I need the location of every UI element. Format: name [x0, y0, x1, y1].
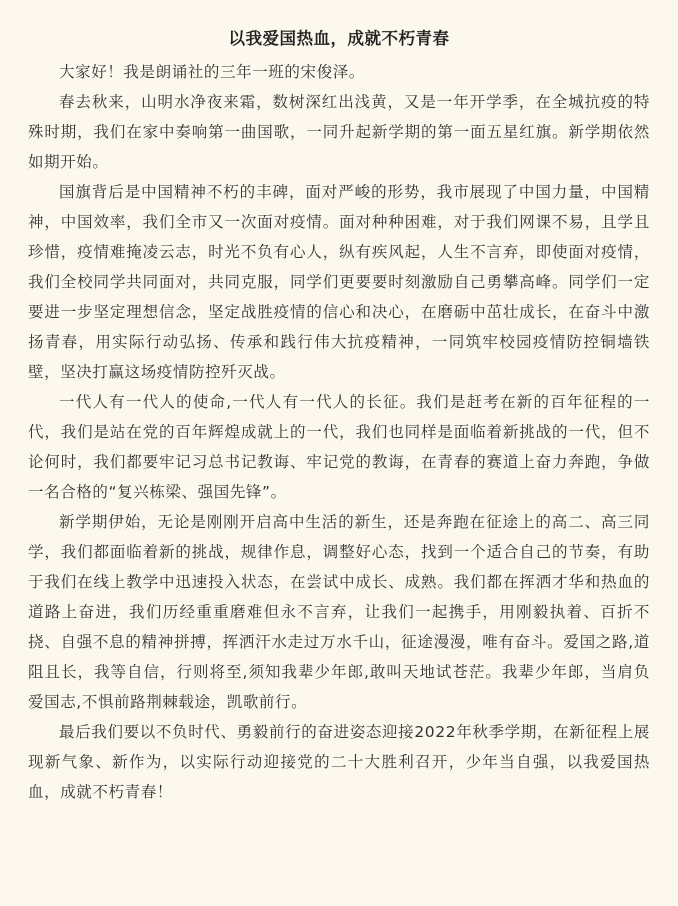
paragraph-new-semester: 春去秋来，山明水净夜来霜，数树深红出浅黄，又是一年开学季，在全城抗疫的特殊时期，我们在家中奏响第一曲国歌，一同升起新学期的第一面五星红旗。新学期依然如期开始。 [28, 93, 650, 171]
paragraph-greeting: 大家好！我是朗诵社的三年一班的宋俊泽。 [59, 63, 365, 81]
paragraph-closing: 最后我们要以不负时代、勇毅前行的奋进姿态迎接2022年秋季学期，在新征程上展现新气象、新作为，以实际行动迎接党的二十大胜利召开，少年当自强，以我爱国热血，成就不朽青春！ [28, 723, 650, 801]
article-title: 以我爱国热血，成就不朽青春 [228, 29, 450, 48]
paragraph-new-challenges: 新学期伊始，无论是刚刚开启高中生活的新生，还是奔跑在征途上的高二、高三同学，我们都面临着新的挑战，规律作息，调整好心态，找到一个适合自己的节奏，有助于我们在线上教学中迅速投入状态，在尝试中成长、成熟。我们都在挥洒才华和热血的道路上奋进，我们历经重重磨难但永不言弃，让我们一起携手，用刚毅执着、百折不挠、自强不息的精神拼搏，挥洒汗水走过万水千山，征途漫漫，唯有奋斗。爱国之路,道阻且长，我等自信，行则将至,须知我辈少年郎,敢叫天地试苍茫。我辈少年郎，当肩负爱国志,不惧前路荆棘载途，凯歌前行。 [28, 513, 650, 711]
paragraph-generation-mission: 一代人有一代人的使命,一代人有一代人的长征。我们是赶考在新的百年征程的一代，我们是站在党的百年辉煌成就上的一代，我们也同样是面临着新挑战的一代，但不论何时，我们都要牢记习总书记教诲、牢记党的教诲，在青春的赛道上奋力奔跑，争做一名合格的“复兴栋梁、强国先锋”。 [28, 393, 650, 501]
paragraph-national-flag: 国旗背后是中国精神不朽的丰碑，面对严峻的形势，我市展现了中国力量，中国精神，中国效率，我们全市又一次面对疫情。面对种种困难，对于我们网课不易，且学且珍惜，疫情难掩凌云志，时光不负有心人，纵有疾风起，人生不言弃，即使面对疫情，我们全校同学共同面对，共同克服，同学们更要要时刻激励自己勇攀高峰。同学们一定要进一步坚定理想信念，坚定战胜疫情的信心和决心，在磨砺中茁壮成长，在奋斗中激扬青春，用实际行动弘扬、传承和践行伟大抗疫精神，一同筑牢校园疫情防控铜墙铁壁，坚决打赢这场疫情防控歼灭战。 [28, 183, 650, 381]
